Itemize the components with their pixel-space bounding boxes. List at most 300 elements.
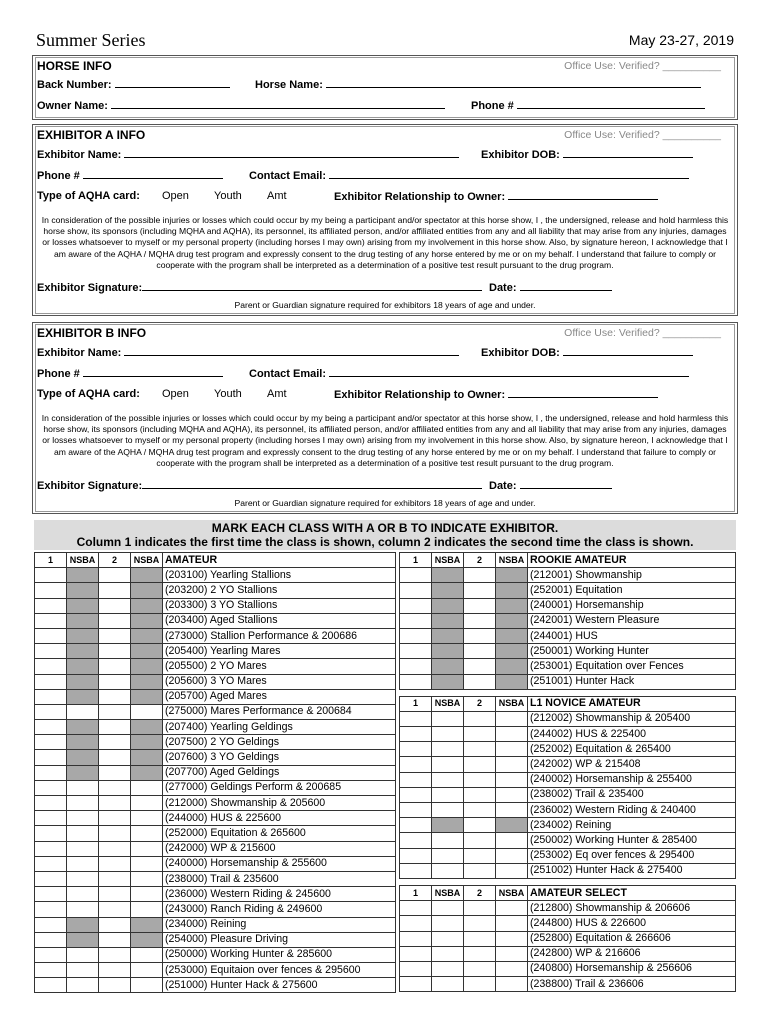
table-row xyxy=(35,902,396,917)
nsba-1-entry[interactable] xyxy=(67,963,99,978)
table-row xyxy=(400,931,736,946)
column-2-entry[interactable] xyxy=(99,796,131,811)
class-name: (205500) 2 YO Mares xyxy=(163,659,396,674)
column-1-entry[interactable] xyxy=(400,787,432,802)
nsba-2-entry xyxy=(496,568,528,583)
nsba-2-entry xyxy=(131,932,163,947)
column-2-entry[interactable] xyxy=(464,863,496,878)
card-option-youth[interactable]: Youth xyxy=(214,190,242,202)
column-1-entry[interactable] xyxy=(35,628,67,643)
column-1-entry[interactable] xyxy=(400,711,432,726)
nsba-2-entry[interactable] xyxy=(496,742,528,757)
class-name: (251000) Hunter Hack & 275600 xyxy=(163,978,396,993)
nsba-1-entry[interactable] xyxy=(432,772,464,787)
nsba-2-entry[interactable] xyxy=(131,978,163,993)
column-1-entry[interactable] xyxy=(400,727,432,742)
column-2-entry[interactable] xyxy=(99,659,131,674)
nsba-2-entry xyxy=(131,674,163,689)
nsba-1-entry xyxy=(432,628,464,643)
nsba-1-entry[interactable] xyxy=(67,811,99,826)
table-row xyxy=(35,613,396,628)
column-1-entry[interactable] xyxy=(35,841,67,856)
horse-name-label: Horse Name: xyxy=(255,79,323,91)
nsba-2-entry[interactable] xyxy=(496,803,528,818)
column-2-entry[interactable] xyxy=(464,977,496,992)
column-2-entry[interactable] xyxy=(99,826,131,841)
column-1-entry[interactable] xyxy=(35,978,67,993)
column-2-entry[interactable] xyxy=(464,946,496,961)
nsba-2-entry[interactable] xyxy=(496,901,528,916)
column-1-entry[interactable] xyxy=(400,833,432,848)
column-1-entry[interactable] xyxy=(400,961,432,976)
class-name: (207700) Aged Geldings xyxy=(163,765,396,780)
column-2-entry[interactable] xyxy=(464,961,496,976)
nsba-2-entry[interactable] xyxy=(496,711,528,726)
nsba-header: NSBA xyxy=(432,696,464,711)
column-2-entry[interactable] xyxy=(464,757,496,772)
class-name: (240002) Horsemanship & 255400 xyxy=(528,772,736,787)
exhibitor-name-label: Exhibitor Name: xyxy=(37,149,122,161)
column-2-entry[interactable] xyxy=(464,833,496,848)
table-row xyxy=(35,583,396,598)
owner-phone-field[interactable] xyxy=(517,99,705,109)
table-row xyxy=(400,644,736,659)
class-name: (212800) Showmanship & 206606 xyxy=(528,901,736,916)
column-1-entry[interactable] xyxy=(400,931,432,946)
nsba-2-entry xyxy=(496,598,528,613)
column-1-entry[interactable] xyxy=(35,826,67,841)
signature-date-field[interactable] xyxy=(520,281,612,291)
table-row xyxy=(400,961,736,976)
nsba-1-entry[interactable] xyxy=(67,826,99,841)
class-name: (236002) Western Riding & 240400 xyxy=(528,803,736,818)
nsba-2-entry[interactable] xyxy=(131,826,163,841)
column-2-entry[interactable] xyxy=(464,644,496,659)
column-2-entry[interactable] xyxy=(464,727,496,742)
class-name: (234000) Reining xyxy=(163,917,396,932)
nsba-2-entry[interactable] xyxy=(496,977,528,992)
nsba-2-entry[interactable] xyxy=(131,947,163,962)
column-2-entry[interactable] xyxy=(99,947,131,962)
nsba-2-entry[interactable] xyxy=(496,833,528,848)
nsba-2-entry xyxy=(131,689,163,704)
nsba-header: NSBA xyxy=(496,696,528,711)
column-2-entry[interactable] xyxy=(464,598,496,613)
column-2-entry[interactable] xyxy=(99,704,131,719)
column-1-entry[interactable] xyxy=(35,902,67,917)
table-row xyxy=(400,711,736,726)
class-name: (273000) Stallion Performance & 200686 xyxy=(163,628,396,643)
column-2-entry[interactable] xyxy=(464,916,496,931)
nsba-1-entry[interactable] xyxy=(432,916,464,931)
nsba-2-entry[interactable] xyxy=(131,704,163,719)
column-2-entry[interactable] xyxy=(99,598,131,613)
class-name: (212000) Showmanship & 205600 xyxy=(163,796,396,811)
table-row xyxy=(400,727,736,742)
table-row xyxy=(400,757,736,772)
nsba-2-entry[interactable] xyxy=(131,780,163,795)
column-2-entry[interactable] xyxy=(99,902,131,917)
column-1-entry[interactable] xyxy=(35,598,67,613)
column-1-entry[interactable] xyxy=(35,704,67,719)
column-1-entry[interactable] xyxy=(400,598,432,613)
contact-email-field[interactable] xyxy=(329,169,689,179)
column-2-entry[interactable] xyxy=(99,932,131,947)
column-2-entry[interactable] xyxy=(464,659,496,674)
column-1-entry[interactable] xyxy=(400,628,432,643)
signature-date-label: Date: xyxy=(489,282,517,294)
table-row xyxy=(35,780,396,795)
exhibitor-phone-field[interactable] xyxy=(83,367,223,377)
nsba-header: NSBA xyxy=(432,553,464,568)
card-option-amt[interactable]: Amt xyxy=(267,388,287,400)
nsba-1-entry[interactable] xyxy=(432,977,464,992)
exhibitor-dob-field[interactable] xyxy=(563,346,693,356)
nsba-1-entry[interactable] xyxy=(432,727,464,742)
column-2-entry[interactable] xyxy=(464,818,496,833)
relationship-label: Exhibitor Relationship to Owner: xyxy=(334,389,506,401)
nsba-2-entry[interactable] xyxy=(131,963,163,978)
exhibitor-signature-label: Exhibitor Signature: xyxy=(37,480,143,492)
column-1-entry[interactable] xyxy=(400,772,432,787)
nsba-2-entry[interactable] xyxy=(496,848,528,863)
exhibitor-signature-field[interactable] xyxy=(142,479,482,489)
column-2-entry[interactable] xyxy=(464,848,496,863)
horse-info-title: HORSE INFO xyxy=(37,59,112,73)
exhibitor-dob-field[interactable] xyxy=(563,148,693,158)
exhibitor-name-field[interactable] xyxy=(124,148,459,158)
signature-date-field[interactable] xyxy=(520,479,612,489)
column-1-entry[interactable] xyxy=(35,887,67,902)
nsba-2-entry[interactable] xyxy=(496,757,528,772)
column-1-entry[interactable] xyxy=(400,659,432,674)
exhibitor-phone-field[interactable] xyxy=(83,169,223,179)
nsba-1-entry[interactable] xyxy=(67,856,99,871)
table-row xyxy=(35,735,396,750)
nsba-1-entry xyxy=(67,659,99,674)
nsba-2-entry xyxy=(131,750,163,765)
column-1-entry[interactable] xyxy=(400,757,432,772)
column-1-entry[interactable] xyxy=(35,963,67,978)
class-name: (242000) WP & 215600 xyxy=(163,841,396,856)
class-name: (244800) HUS & 226600 xyxy=(528,916,736,931)
nsba-1-entry xyxy=(67,765,99,780)
nsba-header: NSBA xyxy=(67,553,99,568)
nsba-1-entry[interactable] xyxy=(432,787,464,802)
table-row xyxy=(400,833,736,848)
column-2-header: 2 xyxy=(464,885,496,900)
column-1-entry[interactable] xyxy=(35,765,67,780)
column-1-entry[interactable] xyxy=(35,689,67,704)
column-2-entry[interactable] xyxy=(99,628,131,643)
column-2-entry[interactable] xyxy=(99,583,131,598)
column-2-entry[interactable] xyxy=(464,772,496,787)
class-name: (251002) Hunter Hack & 275400 xyxy=(528,863,736,878)
column-1-entry[interactable] xyxy=(35,613,67,628)
column-1-entry[interactable] xyxy=(35,735,67,750)
relationship-field[interactable] xyxy=(508,190,658,200)
nsba-1-entry[interactable] xyxy=(67,887,99,902)
table-row xyxy=(35,720,396,735)
column-1-entry[interactable] xyxy=(35,568,67,583)
class-name: (236000) Western Riding & 245600 xyxy=(163,887,396,902)
column-1-entry[interactable] xyxy=(35,932,67,947)
guardian-note: Parent or Guardian signature required for exhibitors 18 years of age and under. xyxy=(234,498,536,508)
column-1-entry[interactable] xyxy=(400,901,432,916)
nsba-1-entry[interactable] xyxy=(432,946,464,961)
column-1-entry[interactable] xyxy=(400,803,432,818)
nsba-2-entry[interactable] xyxy=(496,961,528,976)
column-1-entry[interactable] xyxy=(35,644,67,659)
class-name: (240800) Horsemanship & 256606 xyxy=(528,961,736,976)
signature-date-label: Date: xyxy=(489,480,517,492)
class-name: (253001) Equitation over Fences xyxy=(528,659,736,674)
owner-name-field[interactable] xyxy=(111,99,445,109)
office-use-verified: Office Use: Verified? __________ xyxy=(564,327,721,339)
column-2-entry[interactable] xyxy=(99,841,131,856)
column-1-entry[interactable] xyxy=(35,917,67,932)
class-group-heading: ROOKIE AMATEUR xyxy=(528,553,736,568)
column-2-header: 2 xyxy=(464,696,496,711)
class-name: (242800) WP & 216606 xyxy=(528,946,736,961)
column-2-entry[interactable] xyxy=(99,856,131,871)
instructions-banner xyxy=(34,520,736,550)
nsba-1-entry xyxy=(67,689,99,704)
column-1-entry[interactable] xyxy=(400,613,432,628)
nsba-1-entry[interactable] xyxy=(432,742,464,757)
nsba-2-entry xyxy=(496,583,528,598)
table-row xyxy=(35,796,396,811)
column-1-entry[interactable] xyxy=(400,674,432,689)
column-1-entry[interactable] xyxy=(400,568,432,583)
nsba-1-entry[interactable] xyxy=(67,796,99,811)
column-1-entry[interactable] xyxy=(35,750,67,765)
column-2-entry[interactable] xyxy=(99,917,131,932)
column-1-entry[interactable] xyxy=(35,811,67,826)
table-row xyxy=(35,963,396,978)
column-1-entry[interactable] xyxy=(35,780,67,795)
nsba-1-entry[interactable] xyxy=(432,863,464,878)
nsba-2-entry[interactable] xyxy=(131,871,163,886)
exhibitor-name-field[interactable] xyxy=(124,346,459,356)
column-2-entry[interactable] xyxy=(99,689,131,704)
nsba-1-entry[interactable] xyxy=(432,848,464,863)
nsba-1-entry[interactable] xyxy=(432,803,464,818)
column-2-entry[interactable] xyxy=(99,750,131,765)
back-number-field[interactable] xyxy=(115,78,230,88)
nsba-1-entry[interactable] xyxy=(432,901,464,916)
column-2-entry[interactable] xyxy=(464,711,496,726)
nsba-2-entry xyxy=(131,765,163,780)
nsba-2-entry[interactable] xyxy=(496,916,528,931)
column-2-entry[interactable] xyxy=(464,901,496,916)
card-option-open[interactable]: Open xyxy=(162,190,189,202)
column-2-entry[interactable] xyxy=(99,674,131,689)
class-name: (250002) Working Hunter & 285400 xyxy=(528,833,736,848)
nsba-2-entry xyxy=(496,659,528,674)
column-2-header: 2 xyxy=(99,553,131,568)
class-group-table xyxy=(399,552,736,690)
nsba-2-entry[interactable] xyxy=(131,902,163,917)
column-2-entry[interactable] xyxy=(464,742,496,757)
class-name: (212002) Showmanship & 205400 xyxy=(528,711,736,726)
column-2-entry[interactable] xyxy=(464,931,496,946)
nsba-2-entry[interactable] xyxy=(496,772,528,787)
column-1-entry[interactable] xyxy=(35,720,67,735)
table-row xyxy=(35,841,396,856)
nsba-2-entry[interactable] xyxy=(131,796,163,811)
column-1-entry[interactable] xyxy=(35,947,67,962)
column-2-entry[interactable] xyxy=(99,811,131,826)
column-1-entry[interactable] xyxy=(400,818,432,833)
column-2-entry[interactable] xyxy=(99,735,131,750)
class-name: (238002) Trail & 235400 xyxy=(528,787,736,802)
class-name: (244002) HUS & 225400 xyxy=(528,727,736,742)
column-2-entry[interactable] xyxy=(99,720,131,735)
contact-email-label: Contact Email: xyxy=(249,170,327,182)
table-row xyxy=(400,946,736,961)
column-1-entry[interactable] xyxy=(400,977,432,992)
nsba-2-entry[interactable] xyxy=(131,811,163,826)
column-2-entry[interactable] xyxy=(99,765,131,780)
exhibitor-b-title: EXHIBITOR B INFO xyxy=(37,326,147,340)
nsba-1-entry[interactable] xyxy=(67,841,99,856)
guardian-note: Parent or Guardian signature required for exhibitors 18 years of age and under. xyxy=(234,300,536,310)
contact-email-field[interactable] xyxy=(329,367,689,377)
table-row xyxy=(35,704,396,719)
class-group-heading: AMATEUR SELECT xyxy=(528,885,736,900)
nsba-1-entry xyxy=(432,583,464,598)
column-1-entry[interactable] xyxy=(400,946,432,961)
nsba-1-entry xyxy=(432,659,464,674)
table-row xyxy=(400,916,736,931)
nsba-1-entry[interactable] xyxy=(67,871,99,886)
nsba-2-entry[interactable] xyxy=(496,931,528,946)
liability-waiver: In consideration of the possible injuries or losses which could occur by my being a participant and/or spectator at this horse show, I , the undersigned, release and hold harmless this horse show, its sponsors (including MQHA and AQHA), its personnel, its affiliated person, and/or affiliated entities from any and all liability that may arise from any injuries, damages or losses whatsoever to myself or my personal property (including horses I may own) arising from my involvement in this horse show. Also, by signature hereon, I acknowledge that I am aware of the AQHA / MQHA drug test program and expressly consent to the drug testing of any horse entered by me or on my behalf. I understand that failure to comply or cooperate with the program shall be interpreted as a determination of a positive test result pursuant to the drug program. xyxy=(41,413,729,468)
nsba-1-entry xyxy=(67,598,99,613)
column-1-entry[interactable] xyxy=(35,796,67,811)
column-1-entry[interactable] xyxy=(35,583,67,598)
office-use-verified: Office Use: Verified? __________ xyxy=(564,60,721,72)
column-1-entry[interactable] xyxy=(400,863,432,878)
nsba-1-entry xyxy=(67,720,99,735)
card-option-youth[interactable]: Youth xyxy=(214,388,242,400)
nsba-2-entry xyxy=(131,628,163,643)
nsba-2-entry[interactable] xyxy=(496,863,528,878)
exhibitor-a-title: EXHIBITOR A INFO xyxy=(37,128,146,142)
column-1-entry[interactable] xyxy=(400,916,432,931)
nsba-1-entry[interactable] xyxy=(432,711,464,726)
column-1-entry[interactable] xyxy=(400,644,432,659)
column-2-entry[interactable] xyxy=(464,583,496,598)
nsba-1-entry xyxy=(67,932,99,947)
column-1-header: 1 xyxy=(400,696,432,711)
nsba-1-entry[interactable] xyxy=(67,902,99,917)
column-2-entry[interactable] xyxy=(464,568,496,583)
table-row xyxy=(35,826,396,841)
nsba-1-entry[interactable] xyxy=(432,931,464,946)
nsba-1-entry xyxy=(432,644,464,659)
column-1-entry[interactable] xyxy=(400,848,432,863)
class-name: (240000) Horsemanship & 255600 xyxy=(163,856,396,871)
column-2-entry[interactable] xyxy=(464,628,496,643)
table-row xyxy=(35,765,396,780)
class-name: (252800) Equitation & 266606 xyxy=(528,931,736,946)
column-2-entry[interactable] xyxy=(99,644,131,659)
nsba-2-entry[interactable] xyxy=(131,856,163,871)
nsba-1-entry xyxy=(67,628,99,643)
nsba-header: NSBA xyxy=(496,553,528,568)
table-row xyxy=(35,689,396,704)
nsba-2-entry[interactable] xyxy=(131,887,163,902)
column-1-entry[interactable] xyxy=(35,674,67,689)
column-2-entry[interactable] xyxy=(99,780,131,795)
nsba-1-entry[interactable] xyxy=(67,947,99,962)
card-option-amt[interactable]: Amt xyxy=(267,190,287,202)
relationship-field[interactable] xyxy=(508,388,658,398)
nsba-1-entry xyxy=(67,644,99,659)
nsba-2-entry[interactable] xyxy=(496,727,528,742)
column-2-entry[interactable] xyxy=(99,568,131,583)
column-2-entry[interactable] xyxy=(464,803,496,818)
nsba-2-entry xyxy=(131,735,163,750)
class-name: (205400) Yearling Mares xyxy=(163,644,396,659)
nsba-1-entry[interactable] xyxy=(432,961,464,976)
nsba-2-entry xyxy=(496,644,528,659)
class-name: (243000) Ranch Riding & 249600 xyxy=(163,902,396,917)
table-row xyxy=(35,871,396,886)
column-2-entry[interactable] xyxy=(464,674,496,689)
column-2-entry[interactable] xyxy=(99,887,131,902)
nsba-1-entry[interactable] xyxy=(432,833,464,848)
office-use-verified: Office Use: Verified? __________ xyxy=(564,129,721,141)
column-2-entry[interactable] xyxy=(99,978,131,993)
column-1-entry[interactable] xyxy=(400,742,432,757)
column-2-entry[interactable] xyxy=(99,613,131,628)
nsba-1-entry xyxy=(67,613,99,628)
column-1-entry[interactable] xyxy=(35,856,67,871)
nsba-2-entry[interactable] xyxy=(496,787,528,802)
nsba-2-entry[interactable] xyxy=(131,841,163,856)
column-2-entry[interactable] xyxy=(99,963,131,978)
class-group-heading: L1 NOVICE AMATEUR xyxy=(528,696,736,711)
exhibitor-signature-field[interactable] xyxy=(142,281,482,291)
nsba-2-entry[interactable] xyxy=(496,946,528,961)
column-2-entry[interactable] xyxy=(464,787,496,802)
class-name: (240001) Horsemanship xyxy=(528,598,736,613)
column-1-header: 1 xyxy=(35,553,67,568)
nsba-1-entry[interactable] xyxy=(67,978,99,993)
nsba-1-entry[interactable] xyxy=(67,780,99,795)
horse-info-section xyxy=(32,55,738,120)
horse-name-field[interactable] xyxy=(326,78,701,88)
column-1-entry[interactable] xyxy=(35,871,67,886)
card-option-open[interactable]: Open xyxy=(162,388,189,400)
show-date: May 23-27, 2019 xyxy=(628,32,734,48)
column-1-header: 1 xyxy=(400,885,432,900)
column-2-entry[interactable] xyxy=(99,871,131,886)
nsba-2-entry xyxy=(131,659,163,674)
column-1-entry[interactable] xyxy=(400,583,432,598)
column-2-entry[interactable] xyxy=(464,613,496,628)
owner-name-label: Owner Name: xyxy=(37,100,108,112)
column-1-entry[interactable] xyxy=(35,659,67,674)
table-row xyxy=(400,818,736,833)
table-row xyxy=(400,772,736,787)
table-row xyxy=(35,674,396,689)
nsba-1-entry[interactable] xyxy=(432,757,464,772)
nsba-1-entry[interactable] xyxy=(67,704,99,719)
